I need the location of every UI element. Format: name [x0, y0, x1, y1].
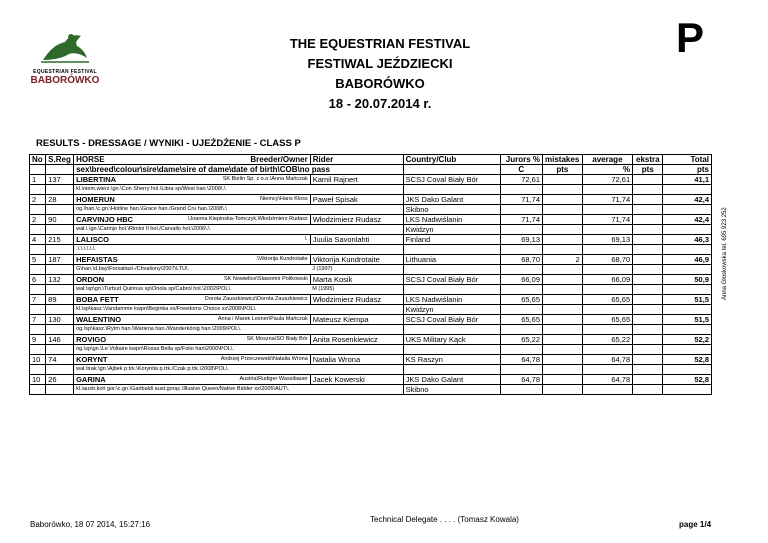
row-no: 9 [30, 335, 46, 345]
horse-name: LIBERTINA [74, 175, 185, 185]
juror-c-score: 69,13 [500, 235, 542, 245]
rider-details [310, 365, 403, 375]
juror-c-score: 65,65 [500, 315, 542, 325]
table-row [30, 315, 712, 325]
average-score: 65,65 [582, 295, 632, 305]
mistakes [543, 195, 583, 205]
total-score: 51,5 [663, 295, 712, 305]
table-row-details [30, 385, 712, 395]
horse-details: og.\sp\gn.\Le Voltaire kwpn\Rossa Bella sp/Folio han\2000\POL\. [74, 345, 311, 355]
col-club: Country/Club [403, 155, 500, 165]
rider-details [310, 185, 403, 195]
rider-name: Anita Rosenkiewicz [310, 335, 403, 345]
horse-name: CARVINJO HBC [74, 215, 185, 225]
juror-c-score: 71,74 [500, 215, 542, 225]
col-total: Total [663, 155, 712, 165]
col-pts2: pts [633, 165, 663, 175]
mistakes [543, 335, 583, 345]
club-city [403, 185, 500, 195]
juror-c-score: 64,78 [500, 375, 542, 385]
event-title: THE EQUESTRIAN FESTIVAL [289, 36, 471, 51]
breeder-owner: Austria\Rudiger Wassibauer [185, 375, 311, 385]
rider-details [310, 305, 403, 315]
mistakes [543, 275, 583, 285]
breeder-owner: .\Viktorija Kundrotaite [185, 255, 311, 265]
side-note: Anna Głoskowska tel. 695 923 252 [722, 207, 728, 300]
total-score: 51,5 [663, 315, 712, 325]
event-dates: 18 - 20.07.2014 r. [328, 96, 432, 111]
table-row [30, 375, 712, 385]
horse-name: KORYNT [74, 355, 185, 365]
table-row-details [30, 225, 712, 235]
row-sreg: 89 [46, 295, 74, 305]
table-row [30, 215, 712, 225]
rider-details [310, 245, 403, 255]
col-mistakes: mistakes [543, 155, 583, 165]
rider-name: Natalia Wrona [310, 355, 403, 365]
rider-details [310, 345, 403, 355]
subheader-row [30, 165, 712, 175]
average-score: 68,70 [582, 255, 632, 265]
horse-name: HOMERUN [74, 195, 185, 205]
breeder-owner: Andrzej Przeczewski\Natalia Wrona [185, 355, 311, 365]
country-club: KS Raszyn [403, 355, 500, 365]
row-no: 7 [30, 295, 46, 305]
total-score: 46,3 [663, 235, 712, 245]
table-row-details [30, 205, 712, 215]
club-city [403, 265, 500, 275]
table-row [30, 355, 712, 365]
country-club: JKS Dako Galant [403, 195, 500, 205]
average-score: 65,65 [582, 315, 632, 325]
extra-pts [633, 195, 663, 205]
horse-name: BOBA FETT [74, 295, 185, 305]
extra-pts [633, 275, 663, 285]
mistakes: 2 [543, 255, 583, 265]
average-score: 71,74 [582, 195, 632, 205]
row-sreg: 26 [46, 375, 74, 385]
col-c: C [500, 165, 542, 175]
row-sreg: 132 [46, 275, 74, 285]
breeder-owner: Anna i Marek Lesner\Paula Mańczak [185, 315, 311, 325]
table-row-details [30, 365, 712, 375]
club-city [403, 245, 500, 255]
juror-c-score: 64,78 [500, 355, 542, 365]
logo-line2: BABORÓWKO [30, 75, 100, 86]
footer-date: Baborówko, 18 07 2014, 15:27:16 [30, 520, 151, 529]
mistakes [543, 295, 583, 305]
row-sreg: 146 [46, 335, 74, 345]
table-row [30, 195, 712, 205]
extra-pts [633, 235, 663, 245]
col-pct: % [582, 165, 632, 175]
juror-c-score: 65,22 [500, 335, 542, 345]
club-city [403, 345, 500, 355]
total-score: 46,9 [663, 255, 712, 265]
club-city [403, 285, 500, 295]
juror-c-score: 66,09 [500, 275, 542, 285]
table-row-details [30, 345, 712, 355]
horse-details: og.\han.\c.gn.\Hotline han.\Grace han./Grand Cru han.\2008\.\ [74, 205, 311, 215]
row-sreg: 215 [46, 235, 74, 245]
rider-name: Włodzimierz Rudasz [310, 215, 403, 225]
row-no: 5 [30, 255, 46, 265]
breeder-owner: SK Bielin Sp. z o.o.\Anna Mańczak [185, 175, 311, 185]
breeder-owner: Dorota Zauszkiewicz\Dorota Zauszkiewicz [185, 295, 311, 305]
col-horse-details: sex\breed\colour\sire\dame\sire of dame\date of birth\COB\no pass [74, 165, 404, 175]
rider-name: Kamil Rajnert [310, 175, 403, 185]
breeder-owner: \Joanna Kiepinska-Tomczyk,Włodzimierz Rudasz [185, 215, 311, 225]
rider-details [310, 225, 403, 235]
col-jurors: Jurors % [500, 155, 542, 165]
horse-name: GARINA [74, 375, 185, 385]
country-club: LKS Nadwiślanin [403, 215, 500, 225]
horse-details: .\.\.\.\.\.\. [74, 245, 311, 255]
table-row-details [30, 185, 712, 195]
juror-c-score: 68,70 [500, 255, 542, 265]
breeder-owner: SK Moszna\SO Biały Bór [185, 335, 311, 345]
mistakes [543, 175, 583, 185]
row-sreg: 137 [46, 175, 74, 185]
horse-details: kl.\niem.wierz.\gn.\Con Sherry hol.\Libra sp/West han.\2008\.\ [74, 185, 311, 195]
table-row [30, 175, 712, 185]
rider-details [310, 205, 403, 215]
row-no: 4 [30, 235, 46, 245]
rider-name: Jacek Kowerski [310, 375, 403, 385]
average-score: 72,61 [582, 175, 632, 185]
rider-name: Juulia Savonlahti [310, 235, 403, 245]
horse-name: WALENTINO [74, 315, 185, 325]
country-club: SCSJ Coval Biały Bór [403, 175, 500, 185]
horse-name: ROVIGO [74, 335, 185, 345]
rider-name: Mateusz Kiempa [310, 315, 403, 325]
mistakes [543, 235, 583, 245]
row-no: 10 [30, 355, 46, 365]
horse-name: LALISCO [74, 235, 185, 245]
results-table [29, 154, 712, 395]
col-pts3: pts [663, 165, 712, 175]
rider-details: M (1995) [310, 285, 403, 295]
breeder-owner: SK Nowielice\Sławomir Polikowski [185, 275, 311, 285]
horse-details: wał.\sp\gn.\Turbud Quirinus sp\Oriola sp/Cabrol hol.\2002\POL\. [74, 285, 311, 295]
total-score: 42,4 [663, 215, 712, 225]
mistakes [543, 315, 583, 325]
row-sreg: 28 [46, 195, 74, 205]
table-row [30, 255, 712, 265]
extra-pts [633, 295, 663, 305]
rider-name: Viktorija Kundrotaite [310, 255, 403, 265]
event-title-pl: FESTIWAL JEŹDZIECKI [307, 56, 453, 71]
header-row [30, 155, 712, 165]
total-score: 52,8 [663, 355, 712, 365]
mistakes [543, 375, 583, 385]
table-row [30, 275, 712, 285]
juror-c-score: 72,61 [500, 175, 542, 185]
results-title: RESULTS - DRESSAGE / WYNIKI - UJEŻDŻENIE - CLASS P [36, 138, 301, 149]
extra-pts [633, 175, 663, 185]
logo-line1: EQUESTRIAN FESTIVAL [33, 69, 97, 75]
rider-details [310, 325, 403, 335]
table-row [30, 295, 712, 305]
average-score: 64,78 [582, 355, 632, 365]
class-letter: P [676, 14, 705, 61]
row-sreg: 187 [46, 255, 74, 265]
horse-details: kl.\austr.koń gor.\c.gn.\Garibaldi aust.gorąc.\Illusive Queen/Native Bidder xx\2005\AUT\. [74, 385, 311, 395]
rider-name: Włodzimierz Rudasz [310, 295, 403, 305]
country-club: JKS Dako Galant [403, 375, 500, 385]
row-no: 7 [30, 315, 46, 325]
breeder-owner: \. [185, 235, 311, 245]
club-city [403, 325, 500, 335]
total-score: 41,1 [663, 175, 712, 185]
horse-details: G\han.\d.bay\Forsaitas\-/Chvaliony\2007\LTU\. [74, 265, 311, 275]
extra-pts [633, 335, 663, 345]
col-horse: HORSE [74, 155, 185, 165]
table-row-details [30, 305, 712, 315]
club-city: Kwidzyn [403, 225, 500, 235]
horse-jump-icon [37, 30, 93, 64]
mistakes [543, 215, 583, 225]
row-sreg: 74 [46, 355, 74, 365]
col-average: average [582, 155, 632, 165]
country-club: LKS Nadwiślanin [403, 295, 500, 305]
country-club: SCSJ Coval Biały Bór [403, 315, 500, 325]
country-club: Lithuania [403, 255, 500, 265]
rider-details [310, 385, 403, 395]
table-row-details [30, 265, 712, 275]
extra-pts [633, 315, 663, 325]
total-score: 52,2 [663, 335, 712, 345]
juror-c-score: 65,65 [500, 295, 542, 305]
table-row-details [30, 285, 712, 295]
col-pts1: pts [543, 165, 583, 175]
horse-details: wał.\trak.\gn.\Ajbek p.trk.\Koryntia p.trk./Czak p.trk.\2008\POL\. [74, 365, 311, 375]
average-score: 71,74 [582, 215, 632, 225]
rider-details: J (1997) [310, 265, 403, 275]
col-breeder: Breeder/Owner [185, 155, 311, 165]
row-no: 10 [30, 375, 46, 385]
row-no: 2 [30, 195, 46, 205]
row-no: 1 [30, 175, 46, 185]
total-score: 50,9 [663, 275, 712, 285]
col-sreg: S.Reg [46, 155, 74, 165]
footer-delegate: Technical Delegate . . . . (Tomasz Kowala) [370, 515, 519, 524]
event-venue: BABORÓWKO [335, 76, 425, 91]
table-row-details [30, 325, 712, 335]
average-score: 66,09 [582, 275, 632, 285]
mistakes [543, 355, 583, 365]
row-no: 2 [30, 215, 46, 225]
breeder-owner: Niemcy\Hans Kloss [185, 195, 311, 205]
row-no: 6 [30, 275, 46, 285]
club-city: Kwidzyn [403, 305, 500, 315]
average-score: 65,22 [582, 335, 632, 345]
total-score: 52,8 [663, 375, 712, 385]
club-city [403, 365, 500, 375]
col-extra: ekstra [633, 155, 663, 165]
country-club: Finland [403, 235, 500, 245]
juror-c-score: 71,74 [500, 195, 542, 205]
rider-name: Marta Kosik [310, 275, 403, 285]
country-club: SCSJ Coval Biały Bór [403, 275, 500, 285]
extra-pts [633, 215, 663, 225]
club-city: Skibno [403, 205, 500, 215]
footer-page: page 1/4 [679, 520, 712, 529]
table-row-details [30, 245, 712, 255]
table-row [30, 235, 712, 245]
club-city: Skibno [403, 385, 500, 395]
extra-pts [633, 375, 663, 385]
horse-details: wał.\.\gn.\Carinjo hol.\Rimini II hol./Carvallo hol.\2006\.\ [74, 225, 311, 235]
row-sreg: 90 [46, 215, 74, 225]
extra-pts [633, 255, 663, 265]
horse-details: og.\sp\kasz.\Rytm han.\Wariena han./Wanderkönig han.\2009\POL\. [74, 325, 311, 335]
horse-details: kl.\sp\kasz.\Vandamme kwpn\Beginka xx/Freedoms Choice xx\2008\POL\. [74, 305, 311, 315]
country-club: UKS Military Kąck [403, 335, 500, 345]
average-score: 69,13 [582, 235, 632, 245]
rider-name: Paweł Spisak [310, 195, 403, 205]
horse-name: ORDON [74, 275, 185, 285]
table-row [30, 335, 712, 345]
col-rider: Rider [310, 155, 403, 165]
col-no: No [30, 155, 46, 165]
average-score: 64,78 [582, 375, 632, 385]
total-score: 42,4 [663, 195, 712, 205]
festival-logo [30, 30, 100, 86]
horse-name: HEFAISTAS [74, 255, 185, 265]
extra-pts [633, 355, 663, 365]
row-sreg: 130 [46, 315, 74, 325]
